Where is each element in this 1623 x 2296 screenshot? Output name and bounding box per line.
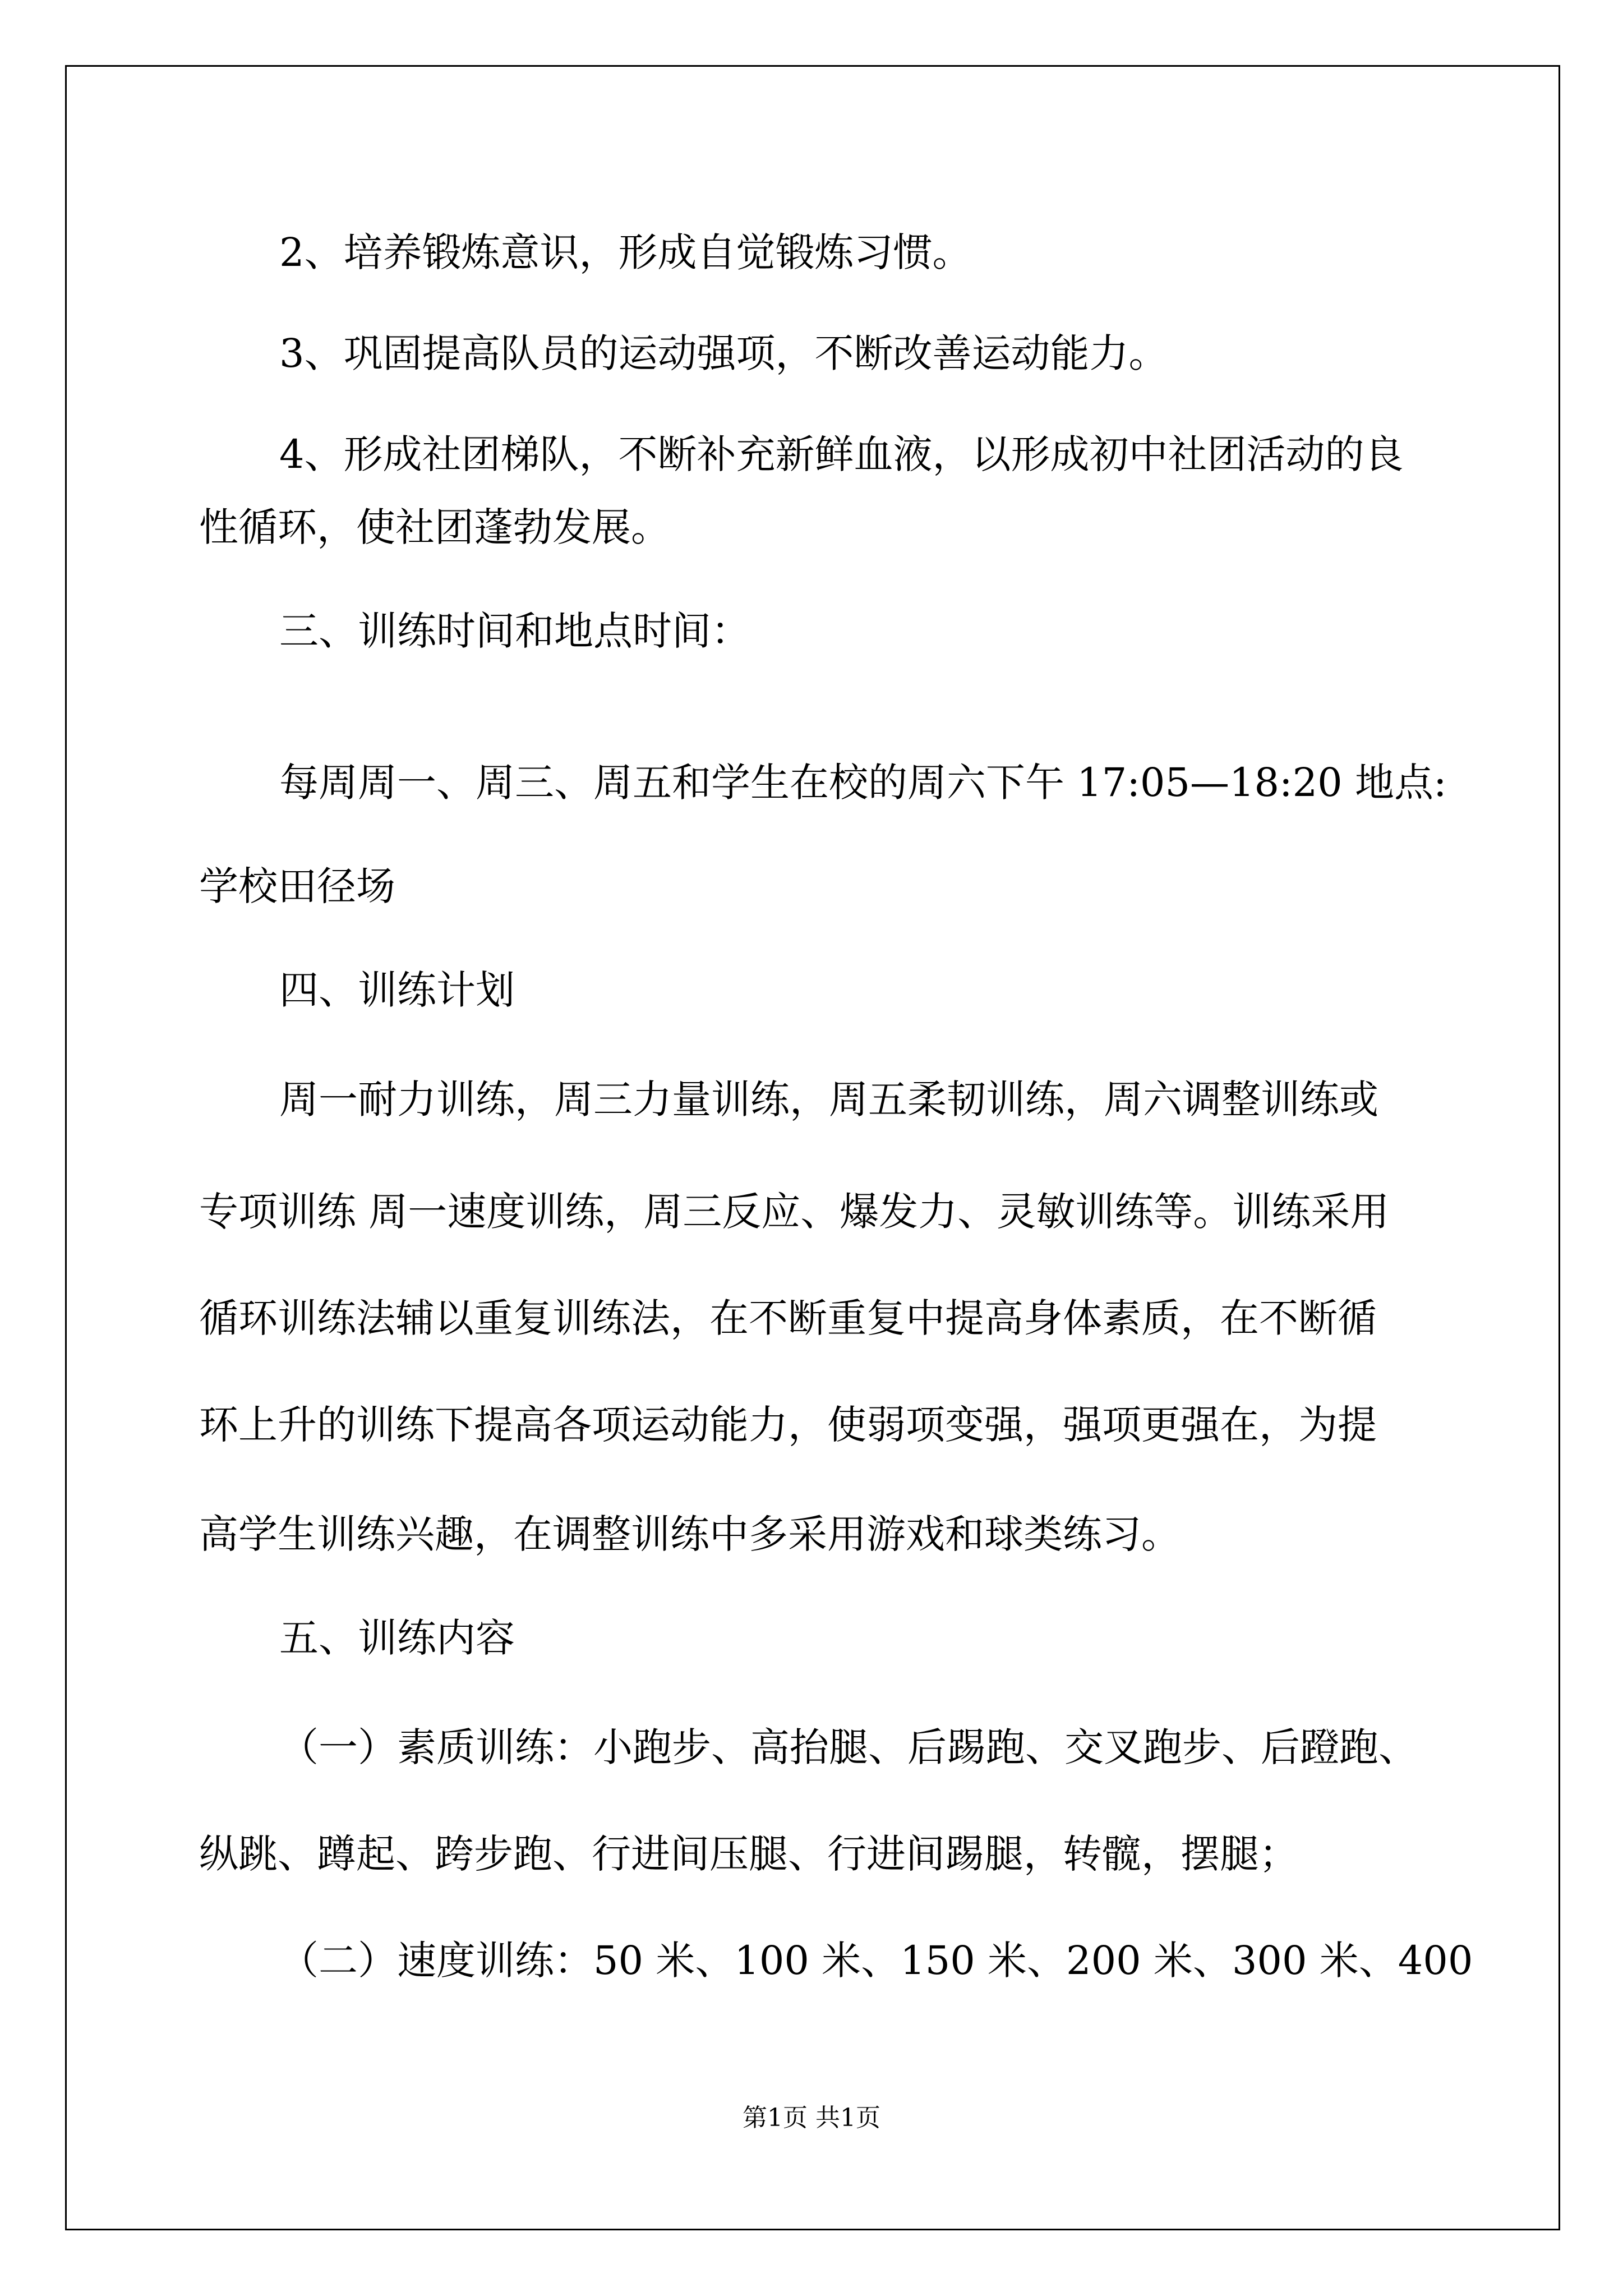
paragraph-goal-4-line1: 4、形成社团梯队，不断补充新鲜血液，以形成初中社团活动的良 <box>279 431 1404 477</box>
paragraph-content-1-line1: （一）素质训练：小跑步、高抬腿、后踢跑、交叉跑步、后蹬跑、 <box>279 1724 1418 1770</box>
page-border <box>65 65 1560 2230</box>
paragraph-plan-line2: 专项训练 周一速度训练，周三反应、爆发力、灵敏训练等。训练采用 <box>199 1189 1390 1235</box>
paragraph-content-1-line2: 纵跳、蹲起、跨步跑、行进间压腿、行进间踢腿，转髋，摆腿； <box>199 1831 1298 1877</box>
paragraph-goal-3: 3、巩固提高队员的运动强项，不断改善运动能力。 <box>279 330 1168 376</box>
paragraph-plan-line5: 高学生训练兴趣，在调整训练中多采用游戏和球类练习。 <box>199 1511 1181 1557</box>
paragraph-plan-line3: 循环训练法辅以重复训练法，在不断重复中提高身体素质，在不断循 <box>199 1295 1377 1341</box>
paragraph-goal-2: 2、培养锻炼意识，形成自觉锻炼习惯。 <box>279 229 972 275</box>
section-heading-5: 五、训练内容 <box>279 1615 515 1661</box>
paragraph-plan-line4: 环上升的训练下提高各项运动能力，使弱项变强，强项更强在，为提 <box>199 1402 1377 1448</box>
page-footer: 第1页 共1页 <box>743 2104 880 2132</box>
paragraph-content-2-line1: （二）速度训练：50 米、100 米、150 米、200 米、300 米、400 <box>279 1938 1473 1984</box>
section-heading-4: 四、训练计划 <box>279 967 515 1013</box>
paragraph-time-line2: 学校田径场 <box>199 863 395 909</box>
paragraph-goal-4-line2: 性循环，使社团蓬勃发展。 <box>199 504 670 550</box>
section-heading-3: 三、训练时间和地点时间： <box>279 608 750 654</box>
paragraph-plan-line1: 周一耐力训练，周三力量训练，周五柔韧训练，周六调整训练或 <box>279 1076 1378 1122</box>
paragraph-time-line1: 每周周一、周三、周五和学生在校的周六下午 17:05—18:20 地点: <box>279 760 1447 806</box>
